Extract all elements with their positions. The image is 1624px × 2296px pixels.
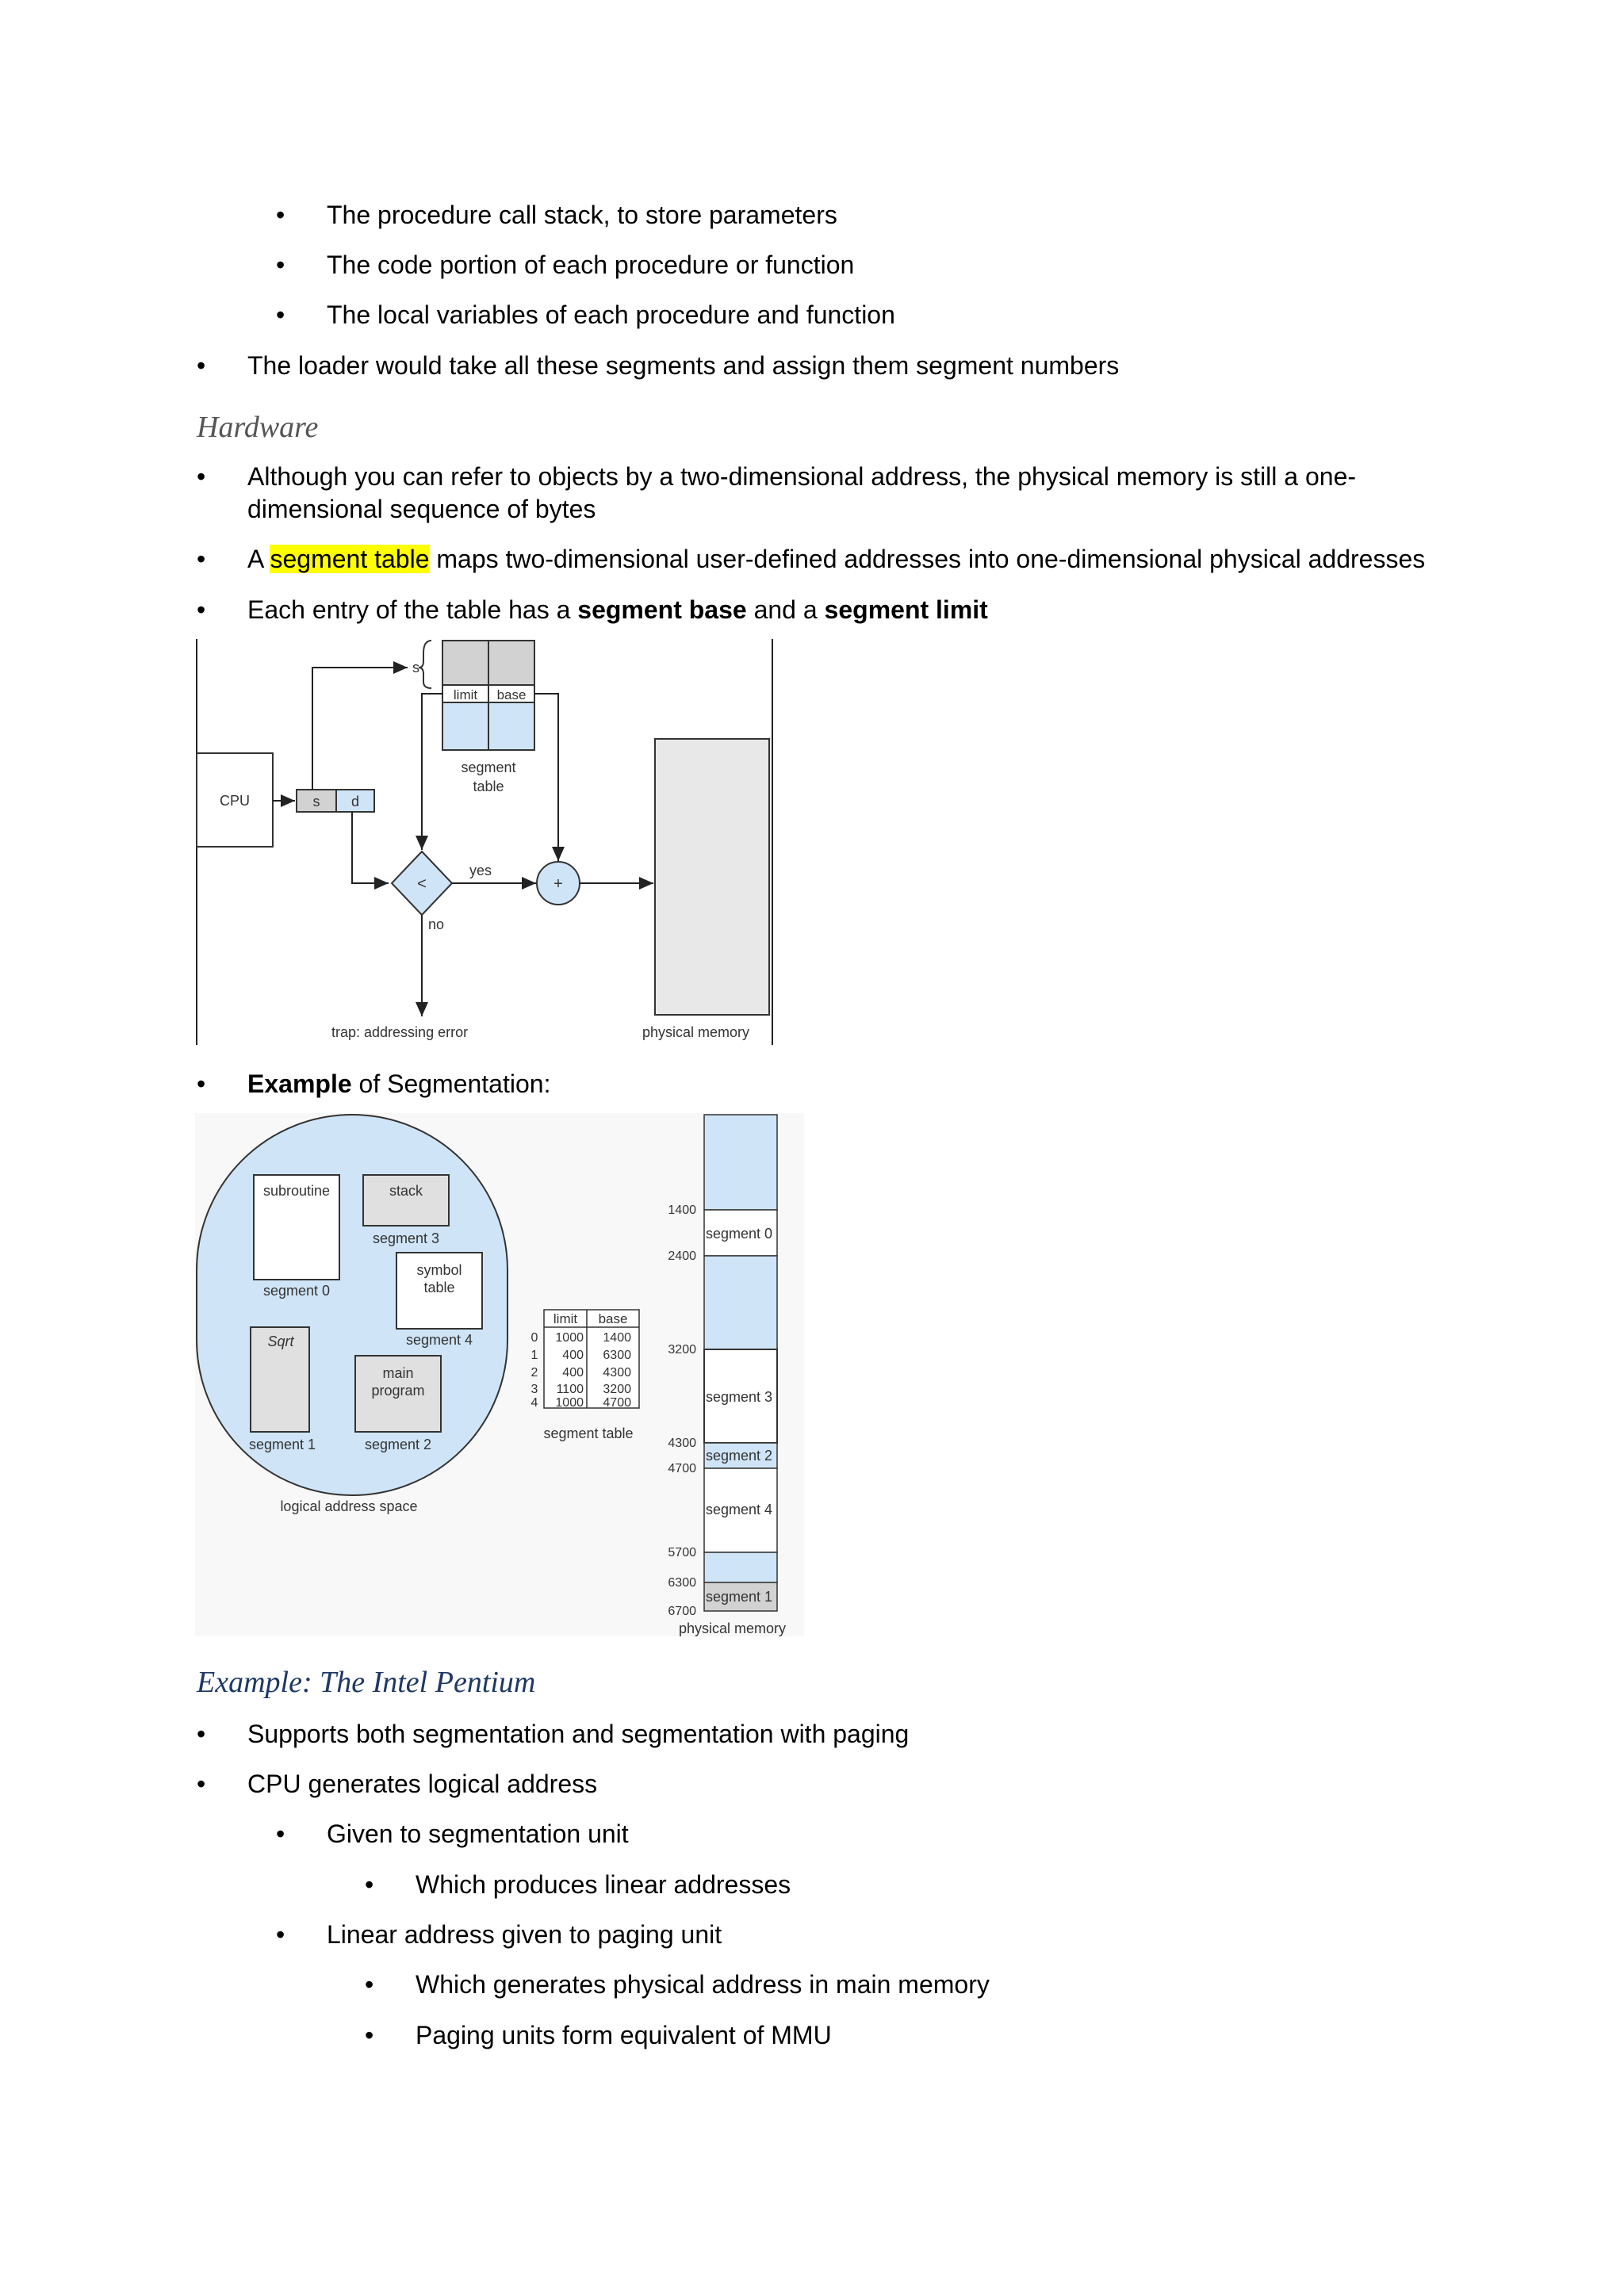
table-row-idx: 0 [530, 1331, 538, 1345]
table-row-idx: 3 [530, 1383, 538, 1396]
memory-segment-2-label: segment 2 [706, 1448, 773, 1464]
logical-address-space-caption: logical address space [280, 1498, 418, 1514]
table-row-base: 4300 [603, 1366, 631, 1380]
logical-segment-0-label: segment 0 [262, 1283, 331, 1299]
adder-symbol: + [553, 875, 563, 893]
table-row-limit: 400 [562, 1366, 584, 1380]
main-label-2: program [371, 1383, 425, 1399]
table-row-base: 6300 [603, 1349, 631, 1362]
hardware-bullet-1: • Although you can refer to objects by a two-dimensional address, the physical memory is still a one- [197, 462, 1357, 491]
table-row-idx: 1 [530, 1349, 538, 1362]
memory-address-label: 4700 [668, 1462, 696, 1475]
logical-segment-2-label: segment 2 [364, 1437, 432, 1452]
pentium-heading: Example: The Intel Pentium [197, 1666, 536, 1699]
pentium-sub-bullet-1: • Given to segmentation unit [276, 1820, 629, 1848]
memory-address-label: 3200 [668, 1343, 696, 1357]
memory-segment-1-label: segment 1 [706, 1589, 773, 1605]
hardware-heading: Hardware [197, 411, 319, 444]
table-header-limit: limit [553, 1311, 578, 1326]
table-row-limit: 400 [562, 1349, 584, 1362]
logical-segment-3-label: segment 3 [372, 1230, 440, 1246]
sub-bullet-2: • The code portion of each procedure or function [276, 251, 855, 279]
address-s-label: s [312, 794, 320, 809]
main-label-1: main [382, 1365, 414, 1381]
table-row-limit: 1000 [555, 1331, 584, 1345]
memory-address-label: 5700 [668, 1546, 696, 1559]
hardware-bullet-2: • A segment table maps two-dimensional user-defined addresses into one-dimensional physical addresses [197, 545, 1426, 573]
physical-memory-column [704, 1115, 777, 1611]
physical-memory-box [655, 739, 769, 1015]
table-header-base: base [598, 1311, 628, 1326]
table-row-limit: 1100 [556, 1383, 584, 1396]
physical-memory-label: physical memory [642, 1024, 750, 1040]
sqrt-label: Sqrt [267, 1334, 294, 1349]
memory-address-label: 2400 [668, 1249, 696, 1263]
segment-table-caption: segment table [543, 1425, 634, 1441]
compare-symbol: < [417, 875, 427, 893]
pentium-bullet-2: • CPU generates logical address [197, 1770, 598, 1798]
subroutine-label: subroutine [262, 1183, 331, 1199]
table-row-limit: 1000 [555, 1396, 584, 1410]
table-row-base: 4700 [603, 1396, 631, 1410]
main-bullet-loader: • The loader would take all these segments and assign them segment numbers [197, 351, 1120, 380]
pentium-subsub-bullet-1: • Which produces linear addresses [365, 1870, 791, 1899]
address-d-label: d [350, 794, 360, 809]
yes-label: yes [469, 863, 492, 878]
memory-address-label: 6700 [668, 1605, 696, 1618]
table-row-base: 3200 [603, 1383, 631, 1396]
stack-label: stack [389, 1183, 423, 1199]
table-row-idx: 4 [530, 1396, 538, 1410]
segmentation-example-diagram [195, 1113, 804, 1636]
pentium-subsub-bullet-3: • Paging units form equivalent of MMU [365, 2021, 832, 2049]
pentium-subsub-bullet-2: • Which generates physical address in main memory [365, 1970, 990, 1999]
hardware-bullet-3: • Each entry of the table has a segment base and a segment limit [197, 595, 988, 624]
hardware-bullet-1-cont: dimensional sequence of bytes [247, 495, 596, 523]
symbol-label-2: table [423, 1280, 455, 1295]
memory-address-label: 4300 [668, 1437, 696, 1450]
s-index-label: s [412, 660, 419, 675]
example-bullet: • Example of Segmentation: [197, 1070, 551, 1098]
table-row-idx: 2 [530, 1366, 538, 1380]
logical-segment-1-label: segment 1 [248, 1437, 316, 1452]
table-row-base: 1400 [603, 1331, 631, 1345]
logical-segment-4-label: segment 4 [405, 1332, 473, 1348]
segment-table-caption-1: segment [461, 760, 516, 775]
segment-table-highlight: segment table [270, 545, 430, 573]
sub-bullet-3: • The local variables of each procedure and function [276, 300, 895, 329]
memory-address-label: 6300 [668, 1576, 696, 1590]
segment-table-limit-label: limit [453, 687, 478, 702]
segment-table-caption-2: table [473, 779, 504, 794]
memory-segment-4-label: segment 4 [706, 1502, 773, 1517]
pentium-sub-bullet-2: • Linear address given to paging unit [276, 1920, 722, 1949]
no-label: no [428, 916, 445, 932]
trap-label: trap: addressing error [331, 1024, 469, 1040]
segment-table-base-label: base [496, 687, 527, 702]
memory-address-label: 1400 [668, 1203, 696, 1217]
sub-bullet-1: • The procedure call stack, to store parameters [276, 201, 837, 229]
memory-segment-0-label: segment 0 [706, 1226, 773, 1242]
memory-segment-3-label: segment 3 [706, 1389, 773, 1405]
pentium-bullet-1: • Supports both segmentation and segmentation with paging [197, 1720, 910, 1748]
segmentation-hardware-diagram [195, 639, 776, 1047]
symbol-label-1: symbol [416, 1262, 462, 1278]
physical-memory-caption: physical memory [679, 1621, 787, 1636]
cpu-label: CPU [219, 793, 251, 809]
example-segment-table [531, 1310, 639, 1410]
